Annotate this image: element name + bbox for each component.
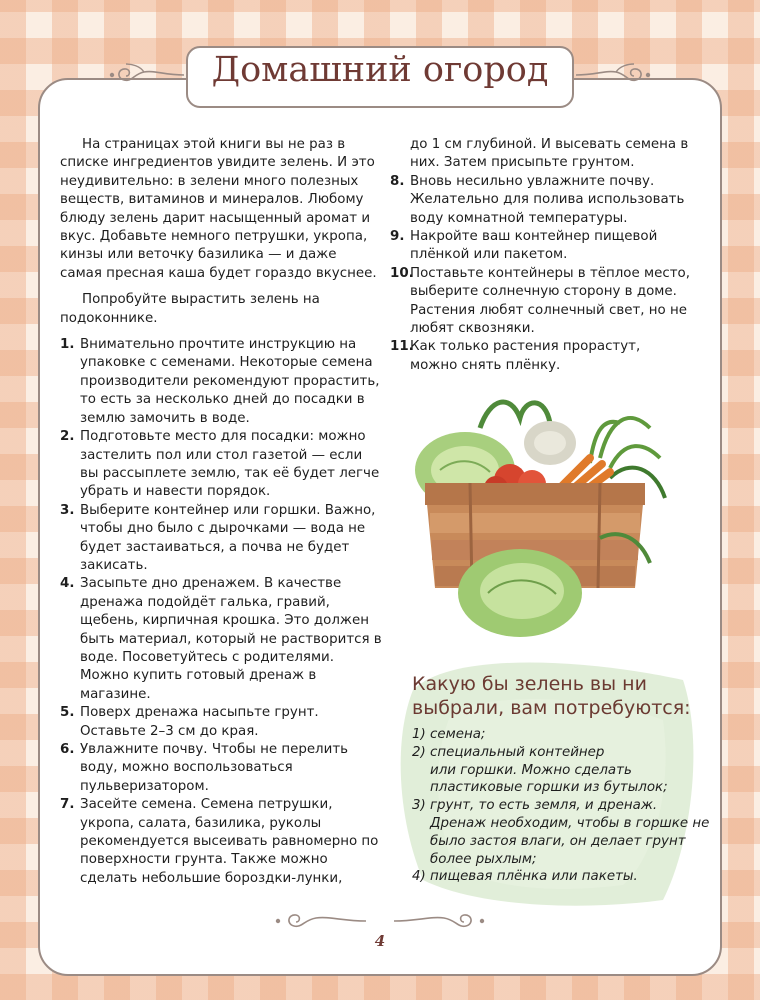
- step-number: 11.: [390, 339, 414, 355]
- right-column: [390, 136, 690, 375]
- left-bottom-ornament-icon: [268, 908, 368, 934]
- supply-item: 2) специальный контейнер: [412, 744, 605, 760]
- step-text: Подготовьте место для посадки: можно застелить пол или стол газетой — если вы рассыплете землю, так её будет легче убрать и навести порядок.: [80, 429, 380, 500]
- steps-list-continued: [390, 173, 690, 375]
- step-number: 9.: [390, 229, 405, 245]
- step-text: Засыпьте дно дренажем. В качестве дренажа подойдёт галька, гравий, щебень, кирпичная крошка. Это должен быть материал, который не растворится в воде. Посоветуйтесь с родителями. Можно купить готовый дренаж в магазине.: [80, 576, 382, 702]
- intro-paragraph: На страницах этой книги вы не раз в списке ингредиентов увидите зелень. И это неудивительно: в зелени много полезных веществ, витаминов и минералов. Любому блюду зелень дарит насыщенный аромат и вкус. Добавьте немного петрушки, укропа, кинзы или веточку базилика — и даже самая пресная каша будет гораздо вкуснее.: [60, 137, 377, 281]
- step-number: 5.: [60, 705, 75, 721]
- list-item: [60, 796, 382, 888]
- intro-paragraph: Попробуйте вырастить зелень на подоконнике.: [60, 292, 320, 326]
- step-number: 2.: [60, 429, 75, 445]
- list-item: [390, 338, 690, 375]
- list-item: [60, 502, 382, 576]
- step-number: 6.: [60, 742, 75, 757]
- list-item: [390, 173, 690, 228]
- callout-heading: Какую бы зелень вы ни выбрали, вам потребуются:: [412, 673, 691, 719]
- step-number: 7.: [60, 797, 75, 813]
- right-title-ornament-icon: [574, 60, 656, 90]
- step-text: Накройте ваш контейнер пищевой плёнкой или пакетом.: [410, 229, 658, 263]
- step-text: Внимательно прочтите инструкцию на упаковке с семенами. Некоторые семена производители рекомендуют прорастить, то есть за несколько дней до посадки в землю замочить в воде.: [80, 337, 380, 426]
- step-text: Поставьте контейнеры в тёплое место, выберите солнечную сторону в доме. Растения любят солнечный свет, но не любят сквозняки.: [410, 265, 690, 337]
- step-text: Вновь несильно увлажните почву. Желательно для полива использовать воду комнатной температуры.: [410, 173, 685, 226]
- step-number: 1.: [60, 337, 75, 353]
- supply-item: 4) пищевая плёнка или пакеты.: [412, 869, 638, 885]
- list-item: [60, 704, 382, 741]
- steps-list: [60, 336, 382, 888]
- page-title: Домашний огород: [211, 50, 549, 90]
- left-title-ornament-icon: [104, 60, 186, 90]
- step-number: 10.: [390, 265, 414, 281]
- step-number: 4.: [60, 576, 75, 592]
- step-text: Выберите контейнер или горшки. Важно, чтобы дно было с дырочками — вода не будет застаиваться, а почва не будет закисать.: [80, 502, 376, 573]
- step-text: Поверх дренажа насыпьте грунт. Оставьте 2–3 см до края.: [80, 705, 319, 739]
- step-number: 8.: [390, 173, 405, 189]
- page-number: 4: [374, 932, 386, 950]
- list-item: [60, 575, 382, 704]
- right-bottom-ornament-icon: [392, 908, 492, 934]
- step-text: Засейте семена. Семена петрушки, укропа, салата, базилика, руколы рекомендуется высеивать равномерно по поверхности грунта. Также можно сделать небольшие бороздки-лунки,: [80, 797, 379, 886]
- list-item: [390, 265, 690, 339]
- vegetable-crate-icon: [410, 388, 670, 648]
- supply-item-detail: или горшки. Можно сделать пластиковые горшки из бутылок;: [430, 762, 668, 796]
- step-continuation: до 1 см глубиной. И высевать семена в них. Затем присыпьте грунтом.: [410, 137, 689, 171]
- supply-item: 1) семена;: [412, 727, 486, 742]
- list-item: [390, 228, 690, 265]
- supply-item: 3) грунт, то есть земля, и дренаж.: [412, 798, 658, 814]
- step-number: 3.: [60, 502, 75, 518]
- list-item: [60, 741, 382, 796]
- step-text: Увлажните почву. Чтобы не перелить воду, можно воспользоваться пульверизатором.: [80, 742, 349, 794]
- supplies-list: [412, 726, 712, 886]
- list-item: [60, 428, 382, 502]
- supply-item-detail: Дренаж необходим, чтобы в горшке не было застоя влаги, он делает грунт более рыхлым;: [430, 815, 710, 867]
- step-text: Как только растения прорастут, можно снять плёнку.: [410, 339, 641, 373]
- list-item: [60, 336, 382, 428]
- left-column: [60, 136, 382, 888]
